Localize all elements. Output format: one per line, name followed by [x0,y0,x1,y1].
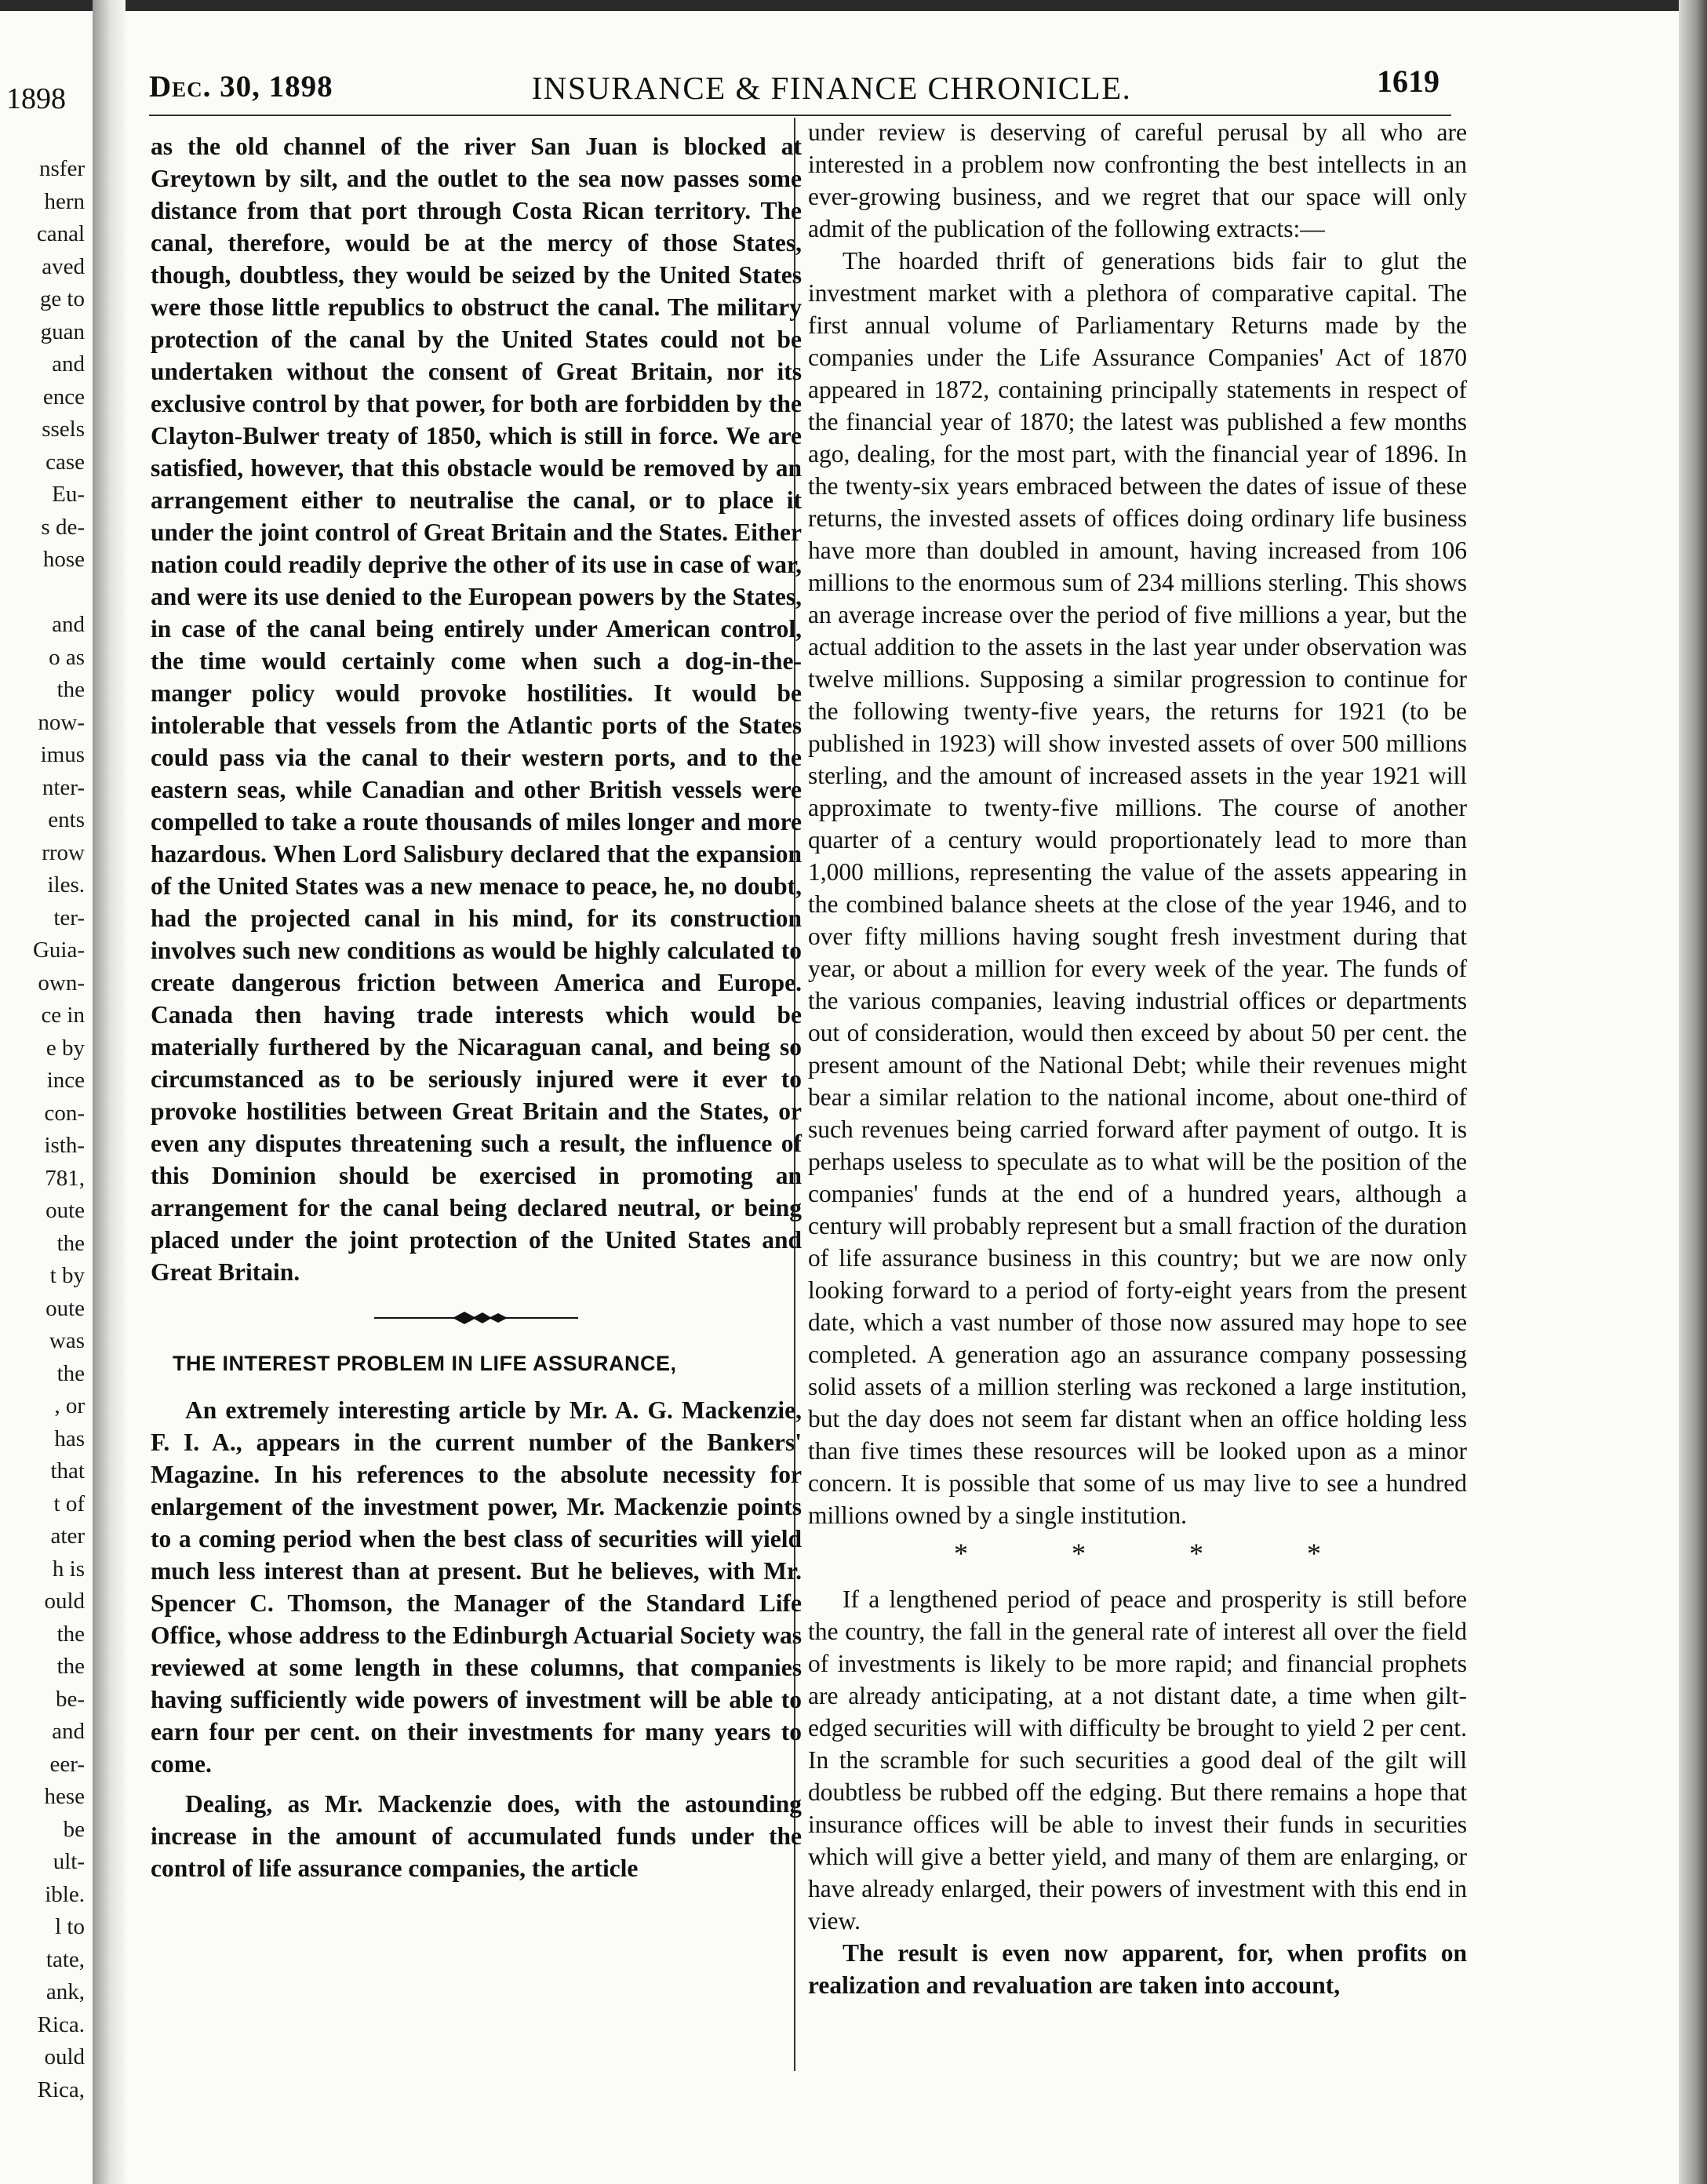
article-paragraph: An extremely interesting article by Mr. A. G. Mackenzie, F. I. A., appears in the current number of the Bankers' Magazine. In his references to the absolute necessity for enlargement of the investment power, Mr. Mackenzie points to a coming period when the best class of securities will yield much less interest than at present. But he believes, with Mr. Spencer C. Thomson, the Manager of the Standard Life Office, whose address to the Edinburgh Actuarial Society was reviewed at some length in these columns, that companies having sufficiently wide powers of investment will be able to earn four per cent. on their investments for many years to come. [151,1396,802,1778]
previous-page-fragment: be- [55,1686,85,1712]
previous-page-fragment: s de- [41,514,85,540]
previous-page-fragment: be [63,1816,85,1842]
previous-page-fragment: ould [44,2044,85,2069]
header-page-number: 1619 [1377,64,1439,99]
quoted-paragraph: The hoarded thrift of generations bids fair to glut the investment market with a plethora of comparative capital. The first annual volume of Parliamentary Returns made by the companies under the Life Assurance Companies' Act of 1870 appeared in 1872, containing principally statements in respect of the financial year of 1870; the latest was published a few months ago, dealing, for the most part, with the financial year of 1896. In the twenty-six years embraced between the dates of issue of these returns, the invested assets of offices doing ordinary life business have more than doubled in amount, having increased from 106 millions to the enormous sum of 234 millions sterling. This shows an average increase over the period of five millions a year, but the actual addition to the assets in the last year under observation was twelve millions. Supposing a similar progression to continue for the following twenty-five years, the returns for 1921 (to be published in 1923) will show invested assets of over 500 millions sterling, and the amount of increased assets in the year 1921 will approximate to twenty-five millions. The course of another quarter of a century would proportionately lead to more than 1,000 millions, representing the value of the assets appearing in the combined balance sheets at the close of the year 1946, and to over fifty millions having sought fresh investment during that year, or about a million for every week of the year. The funds of the various companies, leaving industrial offices or departments out of consideration, would then exceed by about 50 per cent. the present amount of the National Debt; while their revenues might bear a similar relation to the national income, about one-third of such revenues being carried forward after payment of outgo. It is perhaps useless to speculate as to what will be the position of the companies' funds at the end of a hundred years, although a century will probably represent but a small fraction of the duration of life assurance business in this country; but we are now only looking forward to a period of forty-eight years from the present date, which a vast number of those now assured may hope to see completed. A generation ago an assurance company possessing solid assets of a million sterling was reckoned a large institution, but the day does not seem far distant when an office holding less than five times these resources will be looked upon as a minor concern. It is possible that some of us may live to see a hundred millions owned by a single institution. [808,247,1467,1529]
previous-page-fragment: oute [45,1198,85,1223]
right-column [808,116,1467,2001]
previous-page-fragment: case [45,449,85,475]
article-paragraph: under review is deserving of careful perusal by all who are interested in a problem now confronting the best intellects in an ever-growing business, and we regret that our space will only admit of the publication of the following extracts:— [808,118,1467,242]
previous-page-fragment: Eu- [52,482,85,507]
previous-page-fragment: l to [55,1914,85,1939]
previous-page-fragment: 781, [45,1165,85,1191]
previous-page-fragment: hern [44,188,85,214]
previous-page-fragment: and [52,612,85,637]
previous-page-fragment: ence [42,384,85,410]
article-paragraph: as the old channel of the river San Juan is blocked at Greytown by silt, and the outlet to the sea now passes some distance from that port through Costa Rican territory. The canal, therefore, would be at the mercy of those States, though, doubtless, they would be seized by the United States were those little republics to obstruct the canal. The military protection of the canal by the United States could not be undertaken without the consent of Great Britain, nor its exclusive control by that power, for both are forbidden by the Clayton-Bulwer treaty of 1850, which is still in force. We are satisfied, however, that this obstacle would be removed by an arrangement either to neutralise the canal, or to place it under the joint control of Great Britain and the States. Either nation could readily deprive the other of its use in case of war, and were its use denied to the European powers by the States, in case of the canal being entirely under American control, the time would certainly come when such a dog-in-the-manger policy would provoke hostilities. It would be intolerable that vessels from the Atlantic ports of the States could pass via the canal to their western ports, and to the eastern seas, while Canadian and other British vessels were compelled to take a route thousands of miles longer and more hazardous. When Lord Salisbury declared that the expansion of the United States was a new menace to peace, he, no doubt, had the projected canal in his mind, for its construction involves such new conditions as would be highly calculated to create dangerous friction between America and Europe. Canada then having trade interests which would be materially furthered by the Nicaraguan canal, and being so circumstanced as to be seriously injured were it ever to provoke hostilities between Great Britain and the States, or even any disputes threatening such a result, the influence of this Dominion should be exercised in promoting an arrangement for the canal being declared neutral, or being placed under the joint protection of the United States and Great Britain. [151,133,802,1286]
previous-page-fragment: ce in [41,1003,85,1028]
previous-page-fragment: eer- [49,1751,85,1777]
section-heading: THE INTEREST PROBLEM IN LIFE ASSURANCE, [173,1352,677,1375]
previous-page-fragment: ult- [53,1849,85,1874]
previous-page-fragment: that [50,1458,85,1483]
previous-page-fragment: hese [44,1784,85,1809]
header-date: Dec. 30, 1898 [149,70,333,104]
quoted-paragraph: If a lengthened period of peace and prosperity is still before the country, the fall in the general rate of interest all over the field of investments is likely to be more rapid; and financial prophets are already anticipating, at a not distant date, a time when gilt-edged securities will with difficulty be brought to yield 2 per cent. In the scramble for such securities a good deal of the gilt will doubtless be rubbed off the edging. But there remains a hope that insurance offices will be able to invest their funds in securities which will give a better yield, and many of them are enlarging, or have already enlarged, their powers of investment with this end in view. [808,1585,1467,1935]
previous-page-fragment: ater [50,1523,85,1549]
previous-page-fragment: rrow [42,839,85,865]
asterism: * [1072,1538,1086,1569]
previous-page-fragment: ter- [53,905,85,930]
previous-page-fragment: Rica. [37,2011,85,2037]
previous-page-fragment: Guia- [32,937,85,963]
previous-page-fragment: guan [40,318,85,344]
previous-page-fragment: oute [45,1295,85,1321]
previous-page-fragment: tate, [45,1946,85,1972]
previous-page-fragment: has [54,1425,85,1451]
previous-page-fragment: ible. [45,1881,85,1907]
previous-page-fragment: ould [44,1589,85,1614]
previous-page-year: 1898 [6,82,66,115]
previous-page-fragment: nter- [42,774,85,800]
asterism: * [954,1538,968,1569]
previous-page-fragment: isth- [44,1133,85,1158]
asterism: * [1189,1538,1203,1569]
previous-page-fragment: and [52,1719,85,1744]
previous-page-fragments [0,153,88,2106]
previous-page-fragment: now- [38,709,85,735]
previous-page-fragment: the [56,1360,85,1386]
previous-page-fragment: h is [52,1556,85,1582]
left-column [151,130,802,1884]
previous-page-fragment: nsfer [39,156,85,181]
previous-page-fragment: ge to [39,286,85,311]
previous-page-fragment: the [56,1654,85,1679]
previous-page-fragment: ank, [45,1979,85,2004]
previous-page-fragment: Rica, [37,2077,85,2102]
previous-page-fragment: con- [44,1100,85,1126]
page-header [149,63,1439,110]
previous-page-fragment: canal [36,221,85,246]
scan-edge-top [0,0,1707,11]
previous-page-fragment: and [52,351,85,377]
scan-edge-right [1679,0,1707,2184]
previous-page-fragment: imus [40,742,85,767]
previous-page-fragment: the [56,1621,85,1647]
previous-page-fragment: ents [48,807,85,832]
previous-page-fragment: ince [46,1068,85,1093]
previous-page-fragment: the [56,677,85,702]
previous-page-fragment: iles. [47,872,85,897]
page-gutter [93,0,126,2184]
asterism: * [1307,1538,1321,1569]
previous-page-fragment: ssels [42,417,85,442]
previous-page-fragment: , or [54,1393,85,1418]
previous-page-fragment [0,577,88,610]
previous-page-fragment: hose [42,547,85,572]
previous-page-fragment: own- [38,970,85,996]
previous-page-fragment: e by [45,1035,85,1061]
previous-page-fragment: aved [42,253,85,279]
previous-page-fragment: t by [49,1263,85,1288]
previous-page-fragment: t of [53,1491,85,1516]
previous-page-fragment: o as [49,644,85,670]
asterism-row [902,1538,1373,1569]
article-paragraph: The result is even now apparent, for, when profits on realization and revaluation are taken into account, [808,1939,1467,1999]
header-title: INSURANCE & FINANCE CHRONICLE. [531,70,1132,106]
article-paragraph: Dealing, as Mr. Mackenzie does, with the astounding increase in the amount of accumulated funds under the control of life assurance companies, the article [151,1790,802,1882]
previous-page-fragment: was [49,1328,85,1353]
previous-page-fragment: the [56,1230,85,1256]
ornament-divider [374,1309,578,1327]
